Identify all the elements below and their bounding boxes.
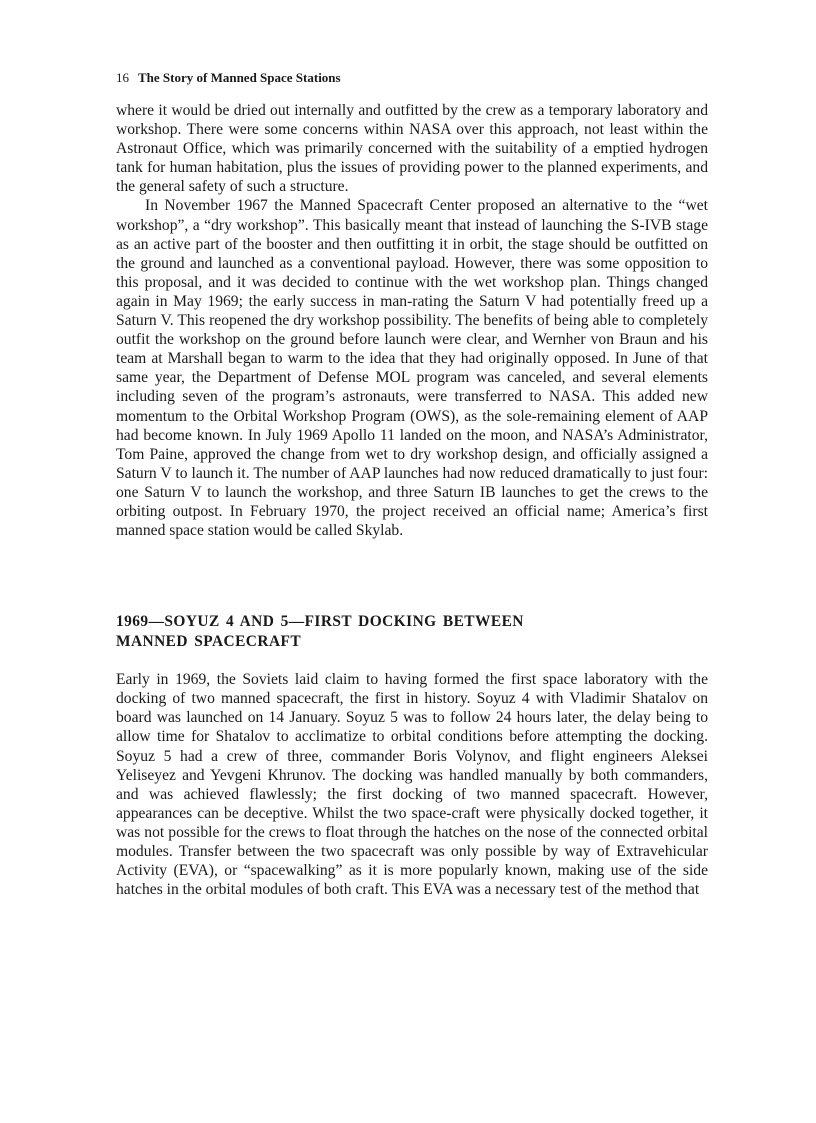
body-paragraph-2: In November 1967 the Manned Spacecraft Center proposed an alternative to the “wet workshop”, a “dry workshop”. This basically meant that instead of launching the S-IVB stage as an active part of the booster and then outfitting it in orbit, the stage should be outfitted on the ground and launched as a conventional payload. However, there was some opposition to this proposal, and it was decided to continue with the wet workshop plan. Things changed again in May 1969; the early success in man-rating the Saturn V had potentially freed up a Saturn V. This reopened the dry workshop possibility. The benefits of being able to completely outfit the workshop on the ground before launch were clear, and Wernher von Braun and his team at Marshall began to warm to the idea that they had originally opposed. In June of that same year, the Department of Defense MOL program was canceled, and several elements including seven of the program’s astronauts, were transferred to NASA. This added new momentum to the Orbital Workshop Program (OWS), as the sole-remaining element of AAP had become known. In July 1969 Apollo 11 landed on the moon, and NASA’s Administrator, Tom Paine, approved the change from wet to dry workshop design, and officially assigned a Saturn V to launch it. The number of AAP launches had now reduced dramatically to just four: one Saturn V to launch the workshop, and three Saturn IB launches to get the crews to the orbiting outpost. In February 1970, the project received an official name; America’s first manned space station would be called Skylab. — [116, 197, 708, 540]
section-heading: 1969—SOYUZ 4 AND 5—FIRST DOCKING BETWEEN MANNED SPACECRAFT — [116, 613, 524, 650]
section-paragraph-1: Early in 1969, the Soviets laid claim to having formed the first space laboratory with the docking of two manned spacecraft, the first in history. Soyuz 4 with Vladimir Shatalov on board was launched on 14 January. Soyuz 5 was to follow 24 hours later, the delay being to allow time for Shatalov to acclimatize to orbital conditions before attempting the docking. Soyuz 5 had a crew of three, commander Boris Volynov, and flight engineers Aleksei Yeliseyez and Yevgeni Khrunov. The docking was handled manually by both commanders, and was achieved flawlessly; the first docking of two manned spacecraft. However, appearances can be deceptive. Whilst the two space-craft were physically docked together, it was not possible for the crews to float through the hatches on the nose of the connected orbital modules. Transfer between the two spacecraft was only possible by way of Extravehicular Activity (EVA), or “spacewalking” as it is more popularly known, making use of the side hatches in the orbital modules of both craft. This EVA was a necessary test of the method that — [116, 671, 708, 899]
book-page — [116, 70, 708, 899]
body-paragraph-1: where it would be dried out internally and outfitted by the crew as a temporary laboratory and workshop. There were some concerns within NASA over this approach, not least within the Astronaut Office, which was primarily concerned with the suitability of a emptied hydrogen tank for human habitation, plus the issues of providing power to the planned experiments, and the general safety of such a structure. — [116, 102, 708, 196]
running-head — [116, 70, 708, 86]
page-number: 16 — [116, 70, 129, 85]
book-title: The Story of Manned Space Stations — [138, 70, 341, 85]
